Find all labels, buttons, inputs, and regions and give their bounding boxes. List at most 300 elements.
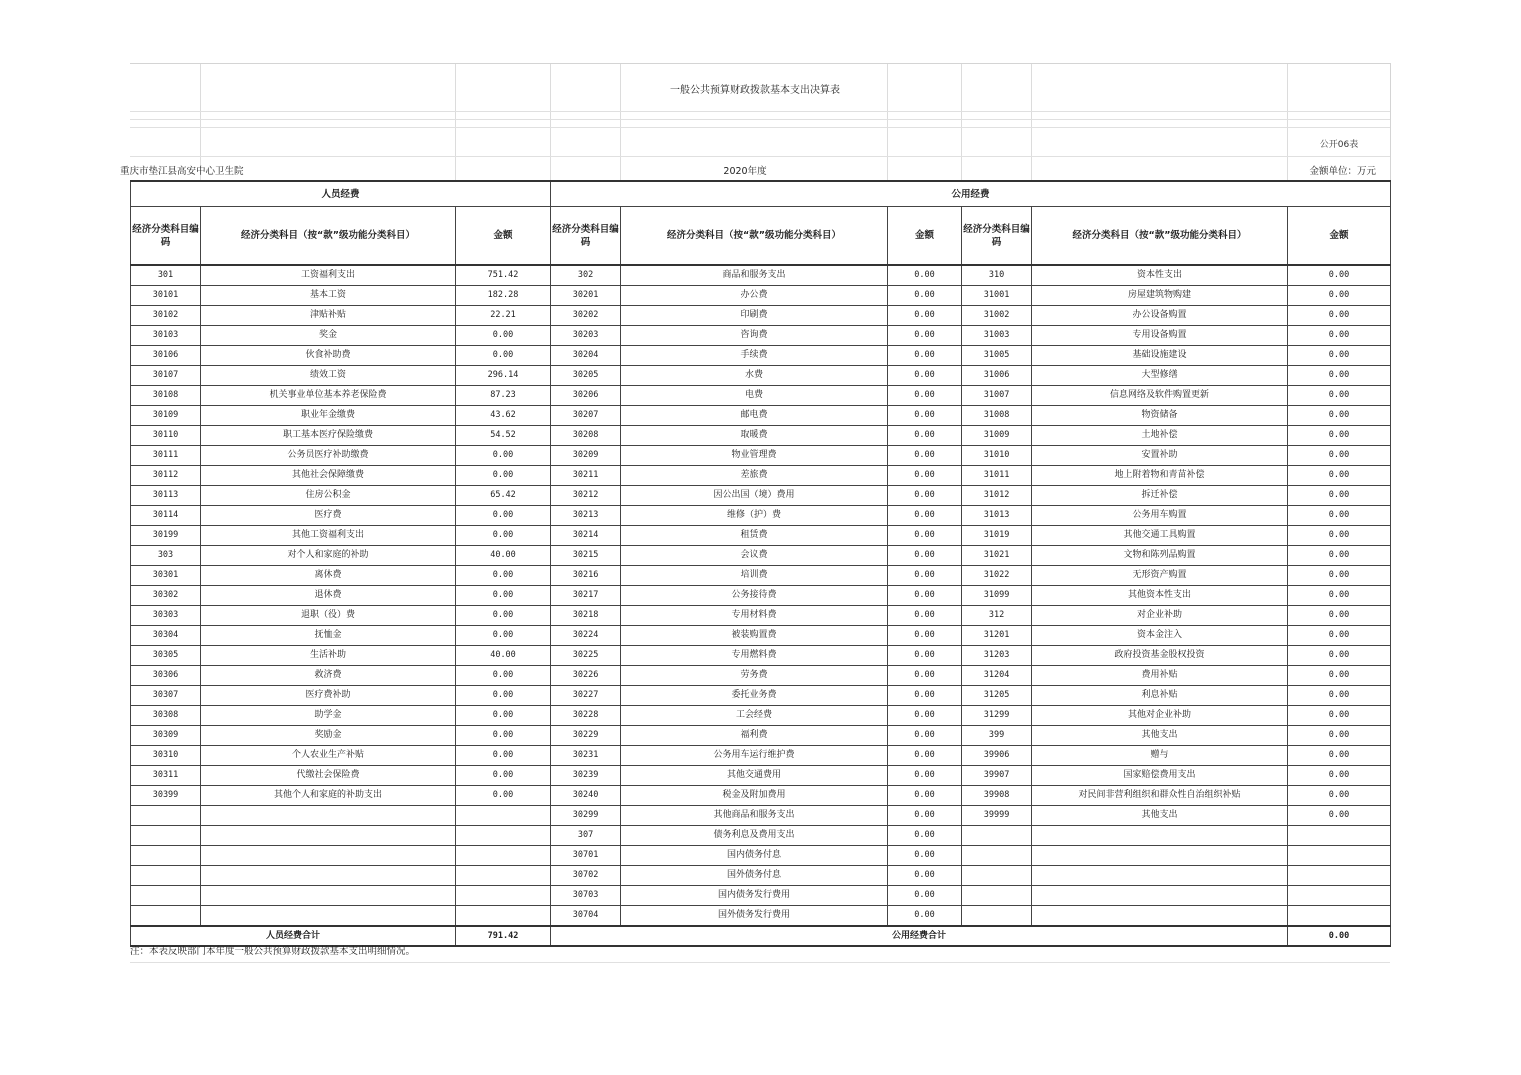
table-row — [131, 806, 1391, 826]
table-row — [131, 606, 1391, 626]
capital-item: 大型修缮 — [1032, 366, 1288, 386]
personnel-item: 医疗费 — [201, 506, 456, 526]
public-item: 办公费 — [621, 286, 888, 306]
section-public: 公用经费 — [551, 181, 1391, 207]
capital-item: 政府投资基金股权投资 — [1032, 646, 1288, 666]
personnel-total-value: 791.42 — [456, 926, 551, 946]
public-amount: 0.00 — [888, 766, 962, 786]
public-code: 30225 — [551, 646, 621, 666]
personnel-amount: 40.00 — [456, 546, 551, 566]
capital-item: 拆迁补偿 — [1032, 486, 1288, 506]
public-code: 30214 — [551, 526, 621, 546]
public-amount: 0.00 — [888, 406, 962, 426]
personnel-item: 奖励金 — [201, 726, 456, 746]
public-code: 30203 — [551, 326, 621, 346]
capital-amount: 0.00 — [1288, 366, 1391, 386]
public-item: 差旅费 — [621, 466, 888, 486]
header-amount: 金额 — [456, 207, 551, 266]
public-amount: 0.00 — [888, 666, 962, 686]
capital-item: 国家赔偿费用支出 — [1032, 766, 1288, 786]
table-row — [131, 406, 1391, 426]
capital-item — [1032, 846, 1288, 866]
personnel-code — [131, 806, 201, 826]
capital-item: 对民间非营利组织和群众性自治组织补贴 — [1032, 786, 1288, 806]
public-item: 被装购置费 — [621, 626, 888, 646]
capital-amount — [1288, 906, 1391, 927]
amount-unit: 金额单位：万元 — [1309, 166, 1376, 177]
personnel-amount: 0.00 — [456, 746, 551, 766]
capital-amount — [1288, 846, 1391, 866]
table-row — [131, 526, 1391, 546]
personnel-code: 30307 — [131, 686, 201, 706]
capital-code — [962, 906, 1032, 927]
personnel-item: 其他工资福利支出 — [201, 526, 456, 546]
capital-code: 31022 — [962, 566, 1032, 586]
capital-amount: 0.00 — [1288, 626, 1391, 646]
personnel-amount: 87.23 — [456, 386, 551, 406]
public-code: 30240 — [551, 786, 621, 806]
form-number: 公开06表 — [1319, 140, 1359, 150]
capital-code: 312 — [962, 606, 1032, 626]
table-row — [131, 686, 1391, 706]
capital-item — [1032, 866, 1288, 886]
expenditure-table — [130, 180, 1391, 947]
public-amount: 0.00 — [888, 906, 962, 927]
capital-code: 31012 — [962, 486, 1032, 506]
personnel-amount: 0.00 — [456, 346, 551, 366]
public-code: 30211 — [551, 466, 621, 486]
public-item: 国外债务发行费用 — [621, 906, 888, 927]
public-item: 培训费 — [621, 566, 888, 586]
personnel-amount: 0.00 — [456, 586, 551, 606]
public-amount: 0.00 — [888, 746, 962, 766]
public-amount: 0.00 — [888, 346, 962, 366]
capital-code: 31299 — [962, 706, 1032, 726]
capital-code: 31011 — [962, 466, 1032, 486]
public-amount: 0.00 — [888, 526, 962, 546]
capital-code: 31019 — [962, 526, 1032, 546]
personnel-code: 30108 — [131, 386, 201, 406]
capital-code — [962, 886, 1032, 906]
capital-item: 资本性支出 — [1032, 265, 1288, 286]
capital-amount: 0.00 — [1288, 646, 1391, 666]
public-code: 30213 — [551, 506, 621, 526]
table-row — [131, 626, 1391, 646]
public-code: 30216 — [551, 566, 621, 586]
header-code: 经济分类科目编码 — [551, 207, 621, 266]
capital-amount: 0.00 — [1288, 586, 1391, 606]
personnel-code: 30309 — [131, 726, 201, 746]
organization-name: 重庆市垫江县高安中心卫生院 — [120, 166, 244, 177]
personnel-item: 机关事业单位基本养老保险费 — [201, 386, 456, 406]
grid-line — [130, 111, 1390, 112]
public-amount: 0.00 — [888, 366, 962, 386]
personnel-code: 30308 — [131, 706, 201, 726]
capital-code: 31003 — [962, 326, 1032, 346]
public-code: 30229 — [551, 726, 621, 746]
personnel-amount — [456, 886, 551, 906]
table-row — [131, 366, 1391, 386]
capital-item: 地上附着物和青苗补偿 — [1032, 466, 1288, 486]
public-code: 30212 — [551, 486, 621, 506]
public-item: 咨询费 — [621, 326, 888, 346]
public-item: 国外债务付息 — [621, 866, 888, 886]
personnel-amount: 43.62 — [456, 406, 551, 426]
public-amount: 0.00 — [888, 846, 962, 866]
public-item: 其他商品和服务支出 — [621, 806, 888, 826]
public-amount: 0.00 — [888, 786, 962, 806]
capital-item: 资本金注入 — [1032, 626, 1288, 646]
header-name: 经济分类科目（按“款”级功能分类科目） — [201, 207, 456, 266]
public-amount: 0.00 — [888, 546, 962, 566]
capital-amount: 0.00 — [1288, 766, 1391, 786]
public-code: 30207 — [551, 406, 621, 426]
personnel-code: 30110 — [131, 426, 201, 446]
personnel-code: 30106 — [131, 346, 201, 366]
capital-code: 310 — [962, 265, 1032, 286]
capital-amount: 0.00 — [1288, 546, 1391, 566]
table-row — [131, 446, 1391, 466]
capital-amount: 0.00 — [1288, 426, 1391, 446]
table-row — [131, 666, 1391, 686]
capital-code: 39908 — [962, 786, 1032, 806]
public-item: 委托业务费 — [621, 686, 888, 706]
capital-code: 31203 — [962, 646, 1032, 666]
personnel-code: 30107 — [131, 366, 201, 386]
capital-amount — [1288, 886, 1391, 906]
table-row — [131, 886, 1391, 906]
capital-item: 物资储备 — [1032, 406, 1288, 426]
header-amount: 金额 — [1288, 207, 1391, 266]
public-amount: 0.00 — [888, 265, 962, 286]
public-item: 其他交通费用 — [621, 766, 888, 786]
capital-item: 文物和陈列品购置 — [1032, 546, 1288, 566]
public-code: 30208 — [551, 426, 621, 446]
capital-code: 31205 — [962, 686, 1032, 706]
public-amount: 0.00 — [888, 866, 962, 886]
public-item: 工会经费 — [621, 706, 888, 726]
public-code: 30206 — [551, 386, 621, 406]
public-amount: 0.00 — [888, 326, 962, 346]
capital-item: 其他支出 — [1032, 806, 1288, 826]
personnel-amount — [456, 866, 551, 886]
public-item: 取暖费 — [621, 426, 888, 446]
public-item: 国内债务发行费用 — [621, 886, 888, 906]
table-row — [131, 566, 1391, 586]
capital-code: 39906 — [962, 746, 1032, 766]
personnel-amount: 65.42 — [456, 486, 551, 506]
public-item: 租赁费 — [621, 526, 888, 546]
public-amount: 0.00 — [888, 886, 962, 906]
capital-amount: 0.00 — [1288, 326, 1391, 346]
public-amount: 0.00 — [888, 706, 962, 726]
personnel-code — [131, 886, 201, 906]
capital-amount: 0.00 — [1288, 386, 1391, 406]
personnel-item: 公务员医疗补助缴费 — [201, 446, 456, 466]
personnel-code: 30304 — [131, 626, 201, 646]
header-code: 经济分类科目编码 — [131, 207, 201, 266]
personnel-item — [201, 866, 456, 886]
capital-item: 利息补贴 — [1032, 686, 1288, 706]
public-amount: 0.00 — [888, 626, 962, 646]
table-row — [131, 906, 1391, 927]
public-code: 307 — [551, 826, 621, 846]
personnel-code: 30311 — [131, 766, 201, 786]
public-code: 30228 — [551, 706, 621, 726]
personnel-amount: 0.00 — [456, 526, 551, 546]
personnel-item: 职工基本医疗保险缴费 — [201, 426, 456, 446]
personnel-code: 30301 — [131, 566, 201, 586]
capital-amount: 0.00 — [1288, 606, 1391, 626]
table-row — [131, 726, 1391, 746]
capital-item: 专用设备购置 — [1032, 326, 1288, 346]
footnote: 注：本表反映部门本年度一般公共预算财政拨款基本支出明细情况。 — [130, 946, 416, 957]
personnel-amount: 0.00 — [456, 766, 551, 786]
personnel-item — [201, 886, 456, 906]
capital-item: 办公设备购置 — [1032, 306, 1288, 326]
personnel-code — [131, 846, 201, 866]
capital-code: 31204 — [962, 666, 1032, 686]
personnel-amount: 0.00 — [456, 706, 551, 726]
capital-amount: 0.00 — [1288, 786, 1391, 806]
personnel-item: 代缴社会保险费 — [201, 766, 456, 786]
capital-amount: 0.00 — [1288, 265, 1391, 286]
public-code: 30215 — [551, 546, 621, 566]
capital-item: 其他交通工具购置 — [1032, 526, 1288, 546]
table-row — [131, 706, 1391, 726]
capital-item: 其他资本性支出 — [1032, 586, 1288, 606]
personnel-item — [201, 826, 456, 846]
personnel-amount — [456, 826, 551, 846]
personnel-code — [131, 866, 201, 886]
public-amount: 0.00 — [888, 506, 962, 526]
table-row — [131, 746, 1391, 766]
table-row — [131, 826, 1391, 846]
public-item: 维修（护）费 — [621, 506, 888, 526]
personnel-amount: 22.21 — [456, 306, 551, 326]
report-title: 一般公共预算财政拨款基本支出决算表 — [670, 85, 840, 96]
personnel-amount: 0.00 — [456, 786, 551, 806]
public-total-value: 0.00 — [1288, 926, 1391, 946]
capital-amount: 0.00 — [1288, 346, 1391, 366]
capital-amount: 0.00 — [1288, 306, 1391, 326]
public-item: 会议费 — [621, 546, 888, 566]
personnel-code: 30103 — [131, 326, 201, 346]
report-meta — [120, 160, 1390, 180]
personnel-item — [201, 846, 456, 866]
capital-item: 房屋建筑物购建 — [1032, 286, 1288, 306]
public-code: 30703 — [551, 886, 621, 906]
report-year: 2020年度 — [723, 166, 767, 177]
grid-line — [130, 119, 1390, 120]
personnel-amount — [456, 846, 551, 866]
public-item: 邮电费 — [621, 406, 888, 426]
personnel-item — [201, 906, 456, 927]
personnel-item: 其他个人和家庭的补助支出 — [201, 786, 456, 806]
public-code: 30701 — [551, 846, 621, 866]
table-row — [131, 286, 1391, 306]
section-header-row — [131, 181, 1391, 207]
personnel-item: 基本工资 — [201, 286, 456, 306]
public-amount: 0.00 — [888, 586, 962, 606]
personnel-amount: 0.00 — [456, 686, 551, 706]
table-row — [131, 466, 1391, 486]
column-header-row — [131, 207, 1391, 266]
personnel-amount: 0.00 — [456, 466, 551, 486]
grid-line — [130, 127, 1390, 128]
capital-item — [1032, 826, 1288, 846]
public-code: 30239 — [551, 766, 621, 786]
public-amount: 0.00 — [888, 426, 962, 446]
personnel-code: 30114 — [131, 506, 201, 526]
capital-item: 费用补贴 — [1032, 666, 1288, 686]
public-item: 公务接待费 — [621, 586, 888, 606]
public-item: 专用材料费 — [621, 606, 888, 626]
public-code: 30224 — [551, 626, 621, 646]
public-amount: 0.00 — [888, 566, 962, 586]
public-code: 30227 — [551, 686, 621, 706]
capital-item: 安置补助 — [1032, 446, 1288, 466]
public-code: 30231 — [551, 746, 621, 766]
capital-code: 399 — [962, 726, 1032, 746]
public-code: 30204 — [551, 346, 621, 366]
public-amount: 0.00 — [888, 486, 962, 506]
capital-amount: 0.00 — [1288, 506, 1391, 526]
capital-item: 其他支出 — [1032, 726, 1288, 746]
capital-amount — [1288, 826, 1391, 846]
capital-code: 31201 — [962, 626, 1032, 646]
capital-amount: 0.00 — [1288, 686, 1391, 706]
capital-code: 31009 — [962, 426, 1032, 446]
capital-code — [962, 846, 1032, 866]
personnel-code: 301 — [131, 265, 201, 286]
public-code: 30205 — [551, 366, 621, 386]
personnel-item: 对个人和家庭的补助 — [201, 546, 456, 566]
personnel-item: 伙食补助费 — [201, 346, 456, 366]
personnel-code: 30113 — [131, 486, 201, 506]
table-row — [131, 346, 1391, 366]
personnel-code: 30399 — [131, 786, 201, 806]
public-item: 手续费 — [621, 346, 888, 366]
public-item: 国内债务付息 — [621, 846, 888, 866]
public-amount: 0.00 — [888, 726, 962, 746]
public-code: 302 — [551, 265, 621, 286]
public-amount: 0.00 — [888, 686, 962, 706]
public-item: 水费 — [621, 366, 888, 386]
personnel-code: 303 — [131, 546, 201, 566]
personnel-item — [201, 806, 456, 826]
capital-code: 31099 — [962, 586, 1032, 606]
personnel-code: 30305 — [131, 646, 201, 666]
public-code: 30702 — [551, 866, 621, 886]
table-row — [131, 326, 1391, 346]
capital-item: 其他对企业补助 — [1032, 706, 1288, 726]
capital-code — [962, 826, 1032, 846]
top-grid — [120, 63, 1391, 181]
header-name: 经济分类科目（按“款”级功能分类科目） — [1032, 207, 1288, 266]
capital-item — [1032, 906, 1288, 927]
personnel-code — [131, 826, 201, 846]
capital-amount: 0.00 — [1288, 406, 1391, 426]
capital-amount: 0.00 — [1288, 466, 1391, 486]
personnel-code — [131, 906, 201, 927]
public-total-label: 公用经费合计 — [551, 926, 1288, 946]
personnel-item: 其他社会保障缴费 — [201, 466, 456, 486]
public-item: 印刷费 — [621, 306, 888, 326]
personnel-item: 抚恤金 — [201, 626, 456, 646]
table-row — [131, 866, 1391, 886]
personnel-code: 30109 — [131, 406, 201, 426]
personnel-item: 医疗费补助 — [201, 686, 456, 706]
capital-code: 31013 — [962, 506, 1032, 526]
public-amount: 0.00 — [888, 386, 962, 406]
table-row — [131, 786, 1391, 806]
personnel-item: 退休费 — [201, 586, 456, 606]
capital-amount: 0.00 — [1288, 446, 1391, 466]
personnel-item: 救济费 — [201, 666, 456, 686]
capital-code: 31021 — [962, 546, 1032, 566]
capital-amount: 0.00 — [1288, 726, 1391, 746]
capital-code — [962, 866, 1032, 886]
capital-item: 无形资产购置 — [1032, 566, 1288, 586]
personnel-item: 助学金 — [201, 706, 456, 726]
personnel-amount: 182.28 — [456, 286, 551, 306]
personnel-item: 津贴补贴 — [201, 306, 456, 326]
header-name: 经济分类科目（按“款”级功能分类科目） — [621, 207, 888, 266]
table-row — [131, 426, 1391, 446]
table-row — [131, 766, 1391, 786]
table-row — [131, 486, 1391, 506]
public-code: 30201 — [551, 286, 621, 306]
public-code: 30226 — [551, 666, 621, 686]
public-item: 劳务费 — [621, 666, 888, 686]
capital-code: 39999 — [962, 806, 1032, 826]
personnel-item: 工资福利支出 — [201, 265, 456, 286]
table-row — [131, 306, 1391, 326]
capital-code: 31010 — [962, 446, 1032, 466]
personnel-amount: 0.00 — [456, 506, 551, 526]
public-item: 因公出国（境）费用 — [621, 486, 888, 506]
public-amount: 0.00 — [888, 806, 962, 826]
capital-amount: 0.00 — [1288, 806, 1391, 826]
capital-item: 对企业补助 — [1032, 606, 1288, 626]
capital-item: 信息网络及软件购置更新 — [1032, 386, 1288, 406]
capital-code: 31002 — [962, 306, 1032, 326]
public-code: 30704 — [551, 906, 621, 927]
public-item: 物业管理费 — [621, 446, 888, 466]
personnel-amount: 54.52 — [456, 426, 551, 446]
capital-code: 31008 — [962, 406, 1032, 426]
capital-code: 31005 — [962, 346, 1032, 366]
table-row — [131, 586, 1391, 606]
header-code: 经济分类科目编码 — [962, 207, 1032, 266]
personnel-code: 30199 — [131, 526, 201, 546]
personnel-code: 30111 — [131, 446, 201, 466]
public-code: 30217 — [551, 586, 621, 606]
personnel-code: 30112 — [131, 466, 201, 486]
table-row — [131, 646, 1391, 666]
public-item: 电费 — [621, 386, 888, 406]
personnel-amount: 296.14 — [456, 366, 551, 386]
public-amount: 0.00 — [888, 446, 962, 466]
public-item: 债务利息及费用支出 — [621, 826, 888, 846]
capital-amount: 0.00 — [1288, 746, 1391, 766]
personnel-amount: 751.42 — [456, 265, 551, 286]
personnel-amount: 0.00 — [456, 446, 551, 466]
public-code: 30299 — [551, 806, 621, 826]
personnel-item: 住房公积金 — [201, 486, 456, 506]
personnel-amount: 0.00 — [456, 666, 551, 686]
